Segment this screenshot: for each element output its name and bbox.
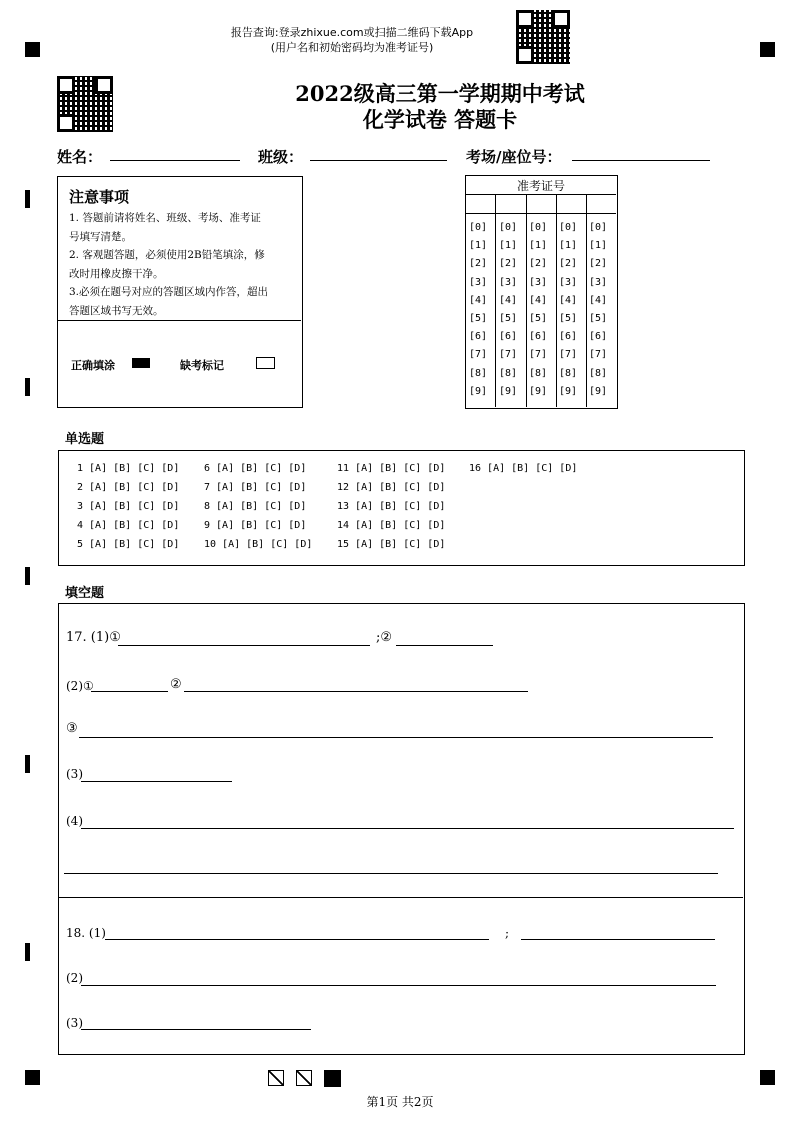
exam-id-digit-bubble[interactable]: [7] (469, 349, 488, 361)
choice-question-row[interactable]: 3 [A] [B] [C] [D] (77, 501, 180, 512)
exam-id-digit-bubble[interactable]: [4] (499, 294, 518, 306)
timing-mark (25, 755, 30, 773)
timing-mark (25, 567, 30, 585)
exam-id-digit-bubble[interactable]: [0] (589, 222, 608, 233)
exam-id-digit-bubble[interactable]: [6] (559, 331, 578, 343)
exam-id-digit-bubble[interactable]: [4] (559, 294, 578, 306)
choice-question-row[interactable]: 11 [A] [B] [C] [D] (337, 463, 446, 474)
exam-id-digit-bubble[interactable]: [8] (469, 367, 488, 379)
q17-answer-1-1[interactable] (118, 645, 370, 646)
exam-id-digit-bubble[interactable]: [1] (589, 240, 608, 252)
absent-mark-checkbox[interactable] (256, 357, 275, 369)
exam-id-digit-bubble[interactable]: [1] (469, 240, 488, 252)
q17-part1b-label: ;② (376, 630, 393, 645)
choice-question-row[interactable]: 8 [A] [B] [C] [D] (204, 501, 307, 512)
choice-question-row[interactable]: 13 [A] [B] [C] [D] (337, 501, 446, 512)
notice-text (69, 209, 301, 320)
q18-part1b-label: ; (505, 926, 510, 940)
q18-part2-label: (2) (66, 971, 83, 985)
notice-line: 3.必须在题号对应的答题区域内作答，超出 (69, 286, 269, 298)
question-divider (59, 897, 743, 898)
report-line-2: (用户名和初始密码均为准考证号) (270, 41, 434, 54)
choice-question-row[interactable]: 15 [A] [B] [C] [D] (337, 539, 446, 550)
choice-question-row[interactable]: 7 [A] [B] [C] [D] (204, 482, 307, 493)
q17-part2b-label: ② (170, 677, 182, 692)
timing-mark (25, 378, 30, 396)
timing-mark (25, 190, 30, 208)
q18-answer-1-2[interactable] (521, 939, 715, 940)
choice-question-row[interactable]: 2 [A] [B] [C] [D] (77, 482, 180, 493)
q17-answer-4-cont[interactable] (64, 873, 718, 874)
corner-mark (25, 42, 40, 57)
q17-answer-2-3[interactable] (79, 737, 713, 738)
exam-id-digit-bubble[interactable]: [2] (559, 258, 578, 270)
exam-id-col-divider (556, 194, 557, 407)
page-number: 第1页 共2页 (366, 1095, 434, 1109)
choice-question-row[interactable]: 4 [A] [B] [C] [D] (77, 520, 180, 531)
exam-id-col-divider (495, 194, 496, 407)
exam-id-digit-bubble[interactable]: [3] (589, 276, 608, 288)
q18-answer-1-1[interactable] (105, 939, 489, 940)
q18-part1-label: 18. (1) (66, 926, 106, 940)
choice-question-row[interactable]: 5 [A] [B] [C] [D] (77, 539, 180, 550)
corner-mark (25, 1070, 40, 1085)
exam-id-digit-bubble[interactable]: [9] (559, 385, 578, 397)
q17-part3-label: ③ (66, 721, 78, 736)
exam-subtitle: 化学试卷 答题卡 (362, 107, 518, 132)
correct-fill-sample (132, 358, 150, 368)
exam-id-digit-bubble[interactable]: [0] (529, 222, 548, 233)
exam-id-digit-bubble[interactable]: [9] (529, 385, 548, 397)
q18-answer-3[interactable] (81, 1029, 311, 1030)
absent-mark-label: 缺考标记 (180, 359, 224, 372)
q17-part4-label: (3) (66, 767, 83, 781)
notice-line: 2. 客观题答题，必须使用2B铅笔填涂，修 (69, 249, 265, 261)
exam-id-digit-bubble[interactable]: [5] (499, 313, 518, 324)
qr-code-left (57, 76, 113, 132)
choice-question-row[interactable]: 10 [A] [B] [C] [D] (204, 539, 313, 550)
single-choice-box (58, 450, 745, 566)
choice-question-row[interactable]: 14 [A] [B] [C] [D] (337, 520, 446, 531)
q17-part5-label: (4) (66, 814, 83, 828)
exam-id-digit-bubble[interactable]: [4] (589, 294, 608, 306)
room-seat-label: 考场/座位号： (466, 148, 562, 166)
exam-id-digit-bubble[interactable]: [8] (589, 367, 608, 379)
q17-part2a-label: (2)① (66, 679, 94, 693)
q18-part3-label: (3) (66, 1016, 83, 1030)
correct-fill-label: 正确填涂 (71, 359, 115, 372)
exam-id-digit-bubble[interactable]: [6] (469, 331, 488, 343)
q17-part1-label: 17. (1)① (66, 630, 121, 645)
exam-id-digit-bubble[interactable]: [0] (469, 222, 488, 233)
notice-line: 1. 答题前请将姓名、班级、考场、准考证 (69, 212, 261, 224)
exam-id-digit-bubble[interactable]: [2] (469, 258, 488, 270)
q17-answer-2-2[interactable] (184, 691, 528, 692)
exam-id-digit-bubble[interactable]: [7] (499, 349, 518, 361)
fill-blank-title: 填空题 (65, 586, 105, 601)
exam-id-rule (466, 213, 616, 214)
choice-question-row[interactable]: 16 [A] [B] [C] [D] (469, 463, 578, 474)
slash-box-icon (268, 1070, 284, 1086)
exam-id-digit-bubble[interactable]: [5] (529, 313, 548, 324)
exam-id-box (465, 175, 618, 409)
single-choice-title: 单选题 (65, 432, 105, 447)
room-seat-field[interactable] (572, 160, 710, 161)
exam-id-digit-bubble[interactable]: [4] (529, 294, 548, 306)
exam-id-digit-bubble[interactable]: [5] (589, 313, 608, 324)
exam-id-digit-bubble[interactable]: [0] (559, 222, 578, 233)
notice-box (57, 176, 303, 408)
exam-id-digit-bubble[interactable]: [6] (589, 331, 608, 343)
exam-title: 2022级高三第一学期期中考试 (295, 81, 585, 106)
qr-code-top (516, 10, 570, 64)
class-field[interactable] (310, 160, 447, 161)
slash-box-icon (296, 1070, 312, 1086)
exam-id-digit-bubble[interactable]: [9] (469, 385, 488, 397)
exam-id-digit-bubble[interactable]: [9] (589, 385, 608, 397)
exam-id-col-divider (526, 194, 527, 407)
exam-id-digit-bubble[interactable]: [4] (469, 294, 488, 306)
exam-id-digit-bubble[interactable]: [3] (529, 276, 548, 288)
timing-mark (25, 943, 30, 961)
q17-answer-2-1[interactable] (91, 691, 168, 692)
exam-id-rule (466, 194, 616, 195)
exam-id-digit-bubble[interactable]: [2] (499, 258, 518, 270)
exam-id-digit-bubble[interactable]: [3] (559, 276, 578, 288)
name-label: 姓名： (57, 148, 103, 166)
choice-question-row[interactable]: 1 [A] [B] [C] [D] (77, 463, 180, 474)
fill-blank-box (58, 603, 745, 1055)
q17-answer-1-2[interactable] (396, 645, 493, 646)
exam-id-digit-bubble[interactable]: [3] (499, 276, 518, 288)
exam-id-digit-bubble[interactable]: [2] (529, 258, 548, 270)
exam-id-digit-bubble[interactable]: [1] (559, 240, 578, 252)
exam-id-digit-bubble[interactable]: [6] (529, 331, 548, 343)
filled-box-mark (324, 1070, 341, 1087)
exam-id-digit-bubble[interactable]: [5] (469, 313, 488, 324)
exam-id-digit-bubble[interactable]: [9] (499, 385, 518, 397)
exam-id-digit-bubble[interactable]: [7] (559, 349, 578, 361)
notice-title: 注意事项 (69, 188, 130, 206)
exam-id-digit-bubble[interactable]: [3] (469, 276, 488, 288)
q17-answer-3[interactable] (81, 781, 232, 782)
exam-id-digit-bubble[interactable]: [6] (499, 331, 518, 343)
class-label: 班级： (258, 148, 304, 166)
choice-question-row[interactable]: 12 [A] [B] [C] [D] (337, 482, 446, 493)
exam-id-digit-bubble[interactable]: [8] (559, 367, 578, 379)
name-field[interactable] (110, 160, 240, 161)
exam-id-digit-bubble[interactable]: [1] (499, 240, 518, 252)
exam-id-digit-bubble[interactable]: [2] (589, 258, 608, 270)
notice-line: 答题区域书写无效。 (69, 304, 164, 317)
exam-id-digit-bubble[interactable]: [5] (559, 313, 578, 324)
exam-id-digit-bubble[interactable]: [7] (589, 349, 608, 361)
notice-line: 号填写清楚。 (69, 230, 132, 243)
q18-answer-2[interactable] (81, 985, 716, 986)
q17-answer-4[interactable] (81, 828, 734, 829)
corner-mark (760, 1070, 775, 1085)
exam-id-col-divider (586, 194, 587, 407)
exam-id-digit-bubble[interactable]: [1] (529, 240, 548, 252)
exam-id-digit-bubble[interactable]: [8] (529, 367, 548, 379)
exam-id-digit-bubble[interactable]: [7] (529, 349, 548, 361)
exam-id-title: 准考证号 (516, 179, 565, 193)
exam-id-digit-bubble[interactable]: [8] (499, 367, 518, 379)
report-line-1: 报告查询:登录zhixue.com或扫描二维码下载App (230, 26, 474, 39)
choice-question-row[interactable]: 6 [A] [B] [C] [D] (204, 463, 307, 474)
notice-line: 改时用橡皮擦干净。 (69, 267, 164, 280)
exam-id-digit-bubble[interactable]: [0] (499, 222, 518, 233)
corner-mark (760, 42, 775, 57)
choice-question-row[interactable]: 9 [A] [B] [C] [D] (204, 520, 307, 531)
notice-divider (58, 320, 301, 321)
